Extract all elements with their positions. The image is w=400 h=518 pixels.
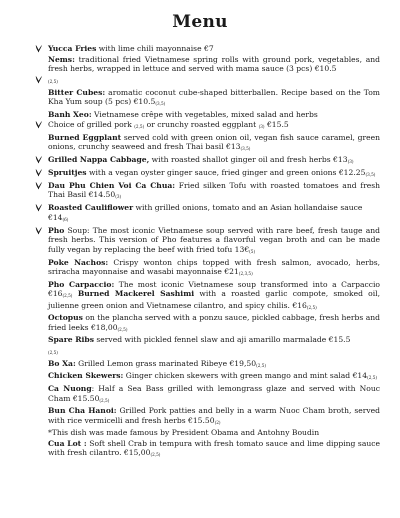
allergen-codes: (2,5) [62, 293, 73, 299]
page-title: Menu [172, 12, 228, 32]
item-name: Bun Cha Hanoi: [48, 406, 117, 416]
menu-item [0, 371, 400, 382]
menu-item [0, 346, 400, 357]
item-name: Nems: [48, 54, 75, 64]
leaf-icon [34, 44, 43, 53]
item-name: Bitter Cubes: [48, 87, 106, 97]
menu-item [0, 133, 400, 154]
menu-item [0, 226, 400, 256]
item-description: or crunchy roasted eggplant [144, 120, 259, 130]
allergen-codes: (2,5) [134, 124, 145, 130]
allergen-codes: (3) [258, 124, 265, 130]
item-description: Vietnamese crêpe with vegetables, mixed salad and herbs [91, 109, 318, 119]
menu-item [0, 258, 400, 279]
allergen-codes: (2) [214, 419, 221, 425]
leaf-icon [34, 168, 43, 177]
item-description: aromatic coconut cube-shaped bitterballen. Recipe based on the Tom Kha Yum soup (5 pcs) €10.5 [48, 87, 380, 106]
leaf-icon [34, 226, 43, 235]
item-name: Spare Ribs [48, 335, 94, 345]
allergen-codes: (3) [347, 159, 354, 165]
item-name: Chicken Skewers: [48, 371, 124, 381]
menu-item [0, 335, 400, 344]
allergen-codes: (2,3,5) [238, 270, 253, 276]
item-description: served cold with green onion oil, vegan fish sauce caramel, green onions, crunchy seaweed and fresh Thai basil €13 [48, 133, 380, 152]
menu-item [0, 168, 400, 179]
item-description: *This dish was made famous by President Obama and Antohny Boudin [48, 428, 320, 438]
menu-item [0, 88, 400, 109]
item-description: with roasted shallot ginger oil and fresh herbs €13 [149, 155, 348, 165]
item-description: with a roasted garlic compote, smoked oil, julienne green onion and Vietnamese cilantro, and spicy chilis. €16 [48, 289, 380, 310]
item-name: Bo Xa: [48, 358, 76, 368]
item-name: Burned Eggplant [48, 133, 122, 143]
menu-item [0, 406, 400, 427]
item-name: Dau Phu Chien Voi Ca Chua: [48, 180, 176, 190]
item-description: €14 [48, 213, 63, 223]
allergen-codes: (3,5) [155, 100, 166, 106]
menu-item [0, 75, 400, 86]
item-description: Soup: The most iconic Vietnamese soup served with rare beef, fresh tauge and fresh herbs. This version of Pho features a flavorful vegan broth and can be made fully vegan by replacing the beef with fried tofu 13€ [48, 226, 380, 254]
item-description: with a vegan oyster ginger sauce, fried ginger and green onions €12.25 [86, 167, 366, 177]
menu-item [0, 313, 400, 334]
item-description: traditional fried Vietnamese spring rolls with ground pork, vegetables, and fresh herbs, wrapped in lettuce and served with mama sauce (3 pcs) €10.5 [48, 54, 380, 74]
item-name: Yucca Fries [48, 44, 97, 53]
leaf-icon [34, 75, 43, 84]
item-name: Banh Xeo: [48, 109, 92, 119]
allergen-codes: (2,5) [150, 452, 161, 458]
menu-item [0, 55, 400, 74]
menu-item [0, 181, 400, 202]
item-description: Crispy wonton chips topped with fresh salmon, avocado, herbs, sriracha mayonnaise and wasabi mayonnaise €21 [48, 257, 380, 276]
item-name: Octopus [48, 313, 83, 323]
item-description: Grilled Lemon grass marinated Ribeye €19,50 [75, 358, 257, 368]
item-description: Choice of grilled pork [48, 120, 135, 130]
allergen-codes: (3) [115, 193, 122, 199]
leaf-icon [34, 120, 43, 129]
leaf-icon [34, 155, 43, 164]
item-name: Cua Lot : [48, 439, 87, 449]
item-description: Ginger chicken skewers with green mango and mint salad €14 [123, 371, 368, 381]
menu-list [0, 44, 400, 461]
item-description: The most iconic Vietnamese soup transformed into a Carpaccio €16 [48, 279, 381, 299]
item-name: Roasted Cauliflower [48, 202, 134, 212]
item-description: with grilled onions, tomato and an Asian hollandaise sauce [133, 202, 363, 212]
item-name: Pho [48, 226, 65, 236]
item-name: Burned Mackerel Sashimi [72, 289, 195, 299]
menu-item [0, 155, 400, 166]
item-name: Spruitjes [48, 167, 87, 177]
allergen-codes: (2,5) [48, 350, 58, 356]
menu-item [0, 120, 400, 131]
menu-item [0, 384, 400, 405]
item-description: on the plancha served with a ponzu sauce, pickled cabbage, fresh herbs and fried leeks €18,00 [48, 313, 380, 332]
menu-item [0, 280, 400, 312]
allergen-codes: (2,5) [306, 304, 317, 310]
allergen-codes: (2,5) [367, 375, 378, 381]
menu-item [0, 428, 400, 437]
item-description: Soft shell Crab in tempura with fresh tomato sauce and lime dipping sauce with fresh cilantro. €15,00 [48, 439, 380, 458]
leaf-icon [34, 203, 43, 212]
item-description: with lime chili mayonnaise €7 [96, 44, 214, 53]
allergen-codes: (6) [62, 217, 69, 223]
item-name: Grilled Nappa Cabbage, [48, 155, 150, 165]
allergen-codes: (2,5) [99, 397, 110, 403]
menu-item [0, 110, 400, 119]
item-price: €15.5 [264, 120, 289, 130]
item-name: Ca Nuong [48, 384, 92, 394]
allergen-codes: (2,5) [256, 362, 266, 368]
item-name: Poke Nachos: [48, 257, 109, 267]
menu-item [0, 203, 400, 212]
leaf-icon [34, 181, 43, 190]
item-description: Grilled Pork patties and belly in a warm Nuoc Cham broth, served with rice vermicelli and fresh herbs €15.50 [48, 406, 380, 425]
item-name: Pho Carpaccio: [48, 279, 115, 289]
item-description: : Half a Sea Bass grilled with lemongrass glaze and served with Nouc Cham €15.50 [48, 384, 380, 403]
menu-item [0, 439, 400, 460]
allergen-codes: (3,5) [240, 146, 251, 152]
menu-item [0, 213, 400, 224]
allergen-codes: (2,5) [117, 326, 128, 332]
menu-item [0, 44, 400, 53]
menu-item [0, 359, 400, 370]
allergen-codes: (2,5) [48, 78, 58, 84]
item-description: served with pickled fennel slaw and aji amarillo marmalade €15.5 [93, 335, 351, 345]
allergen-codes: (5) [249, 248, 256, 254]
allergen-codes: (3,5) [365, 171, 376, 177]
item-description: Fried silken Tofu with roasted tomatoes and fresh Thai Basil €14.50 [48, 180, 380, 199]
